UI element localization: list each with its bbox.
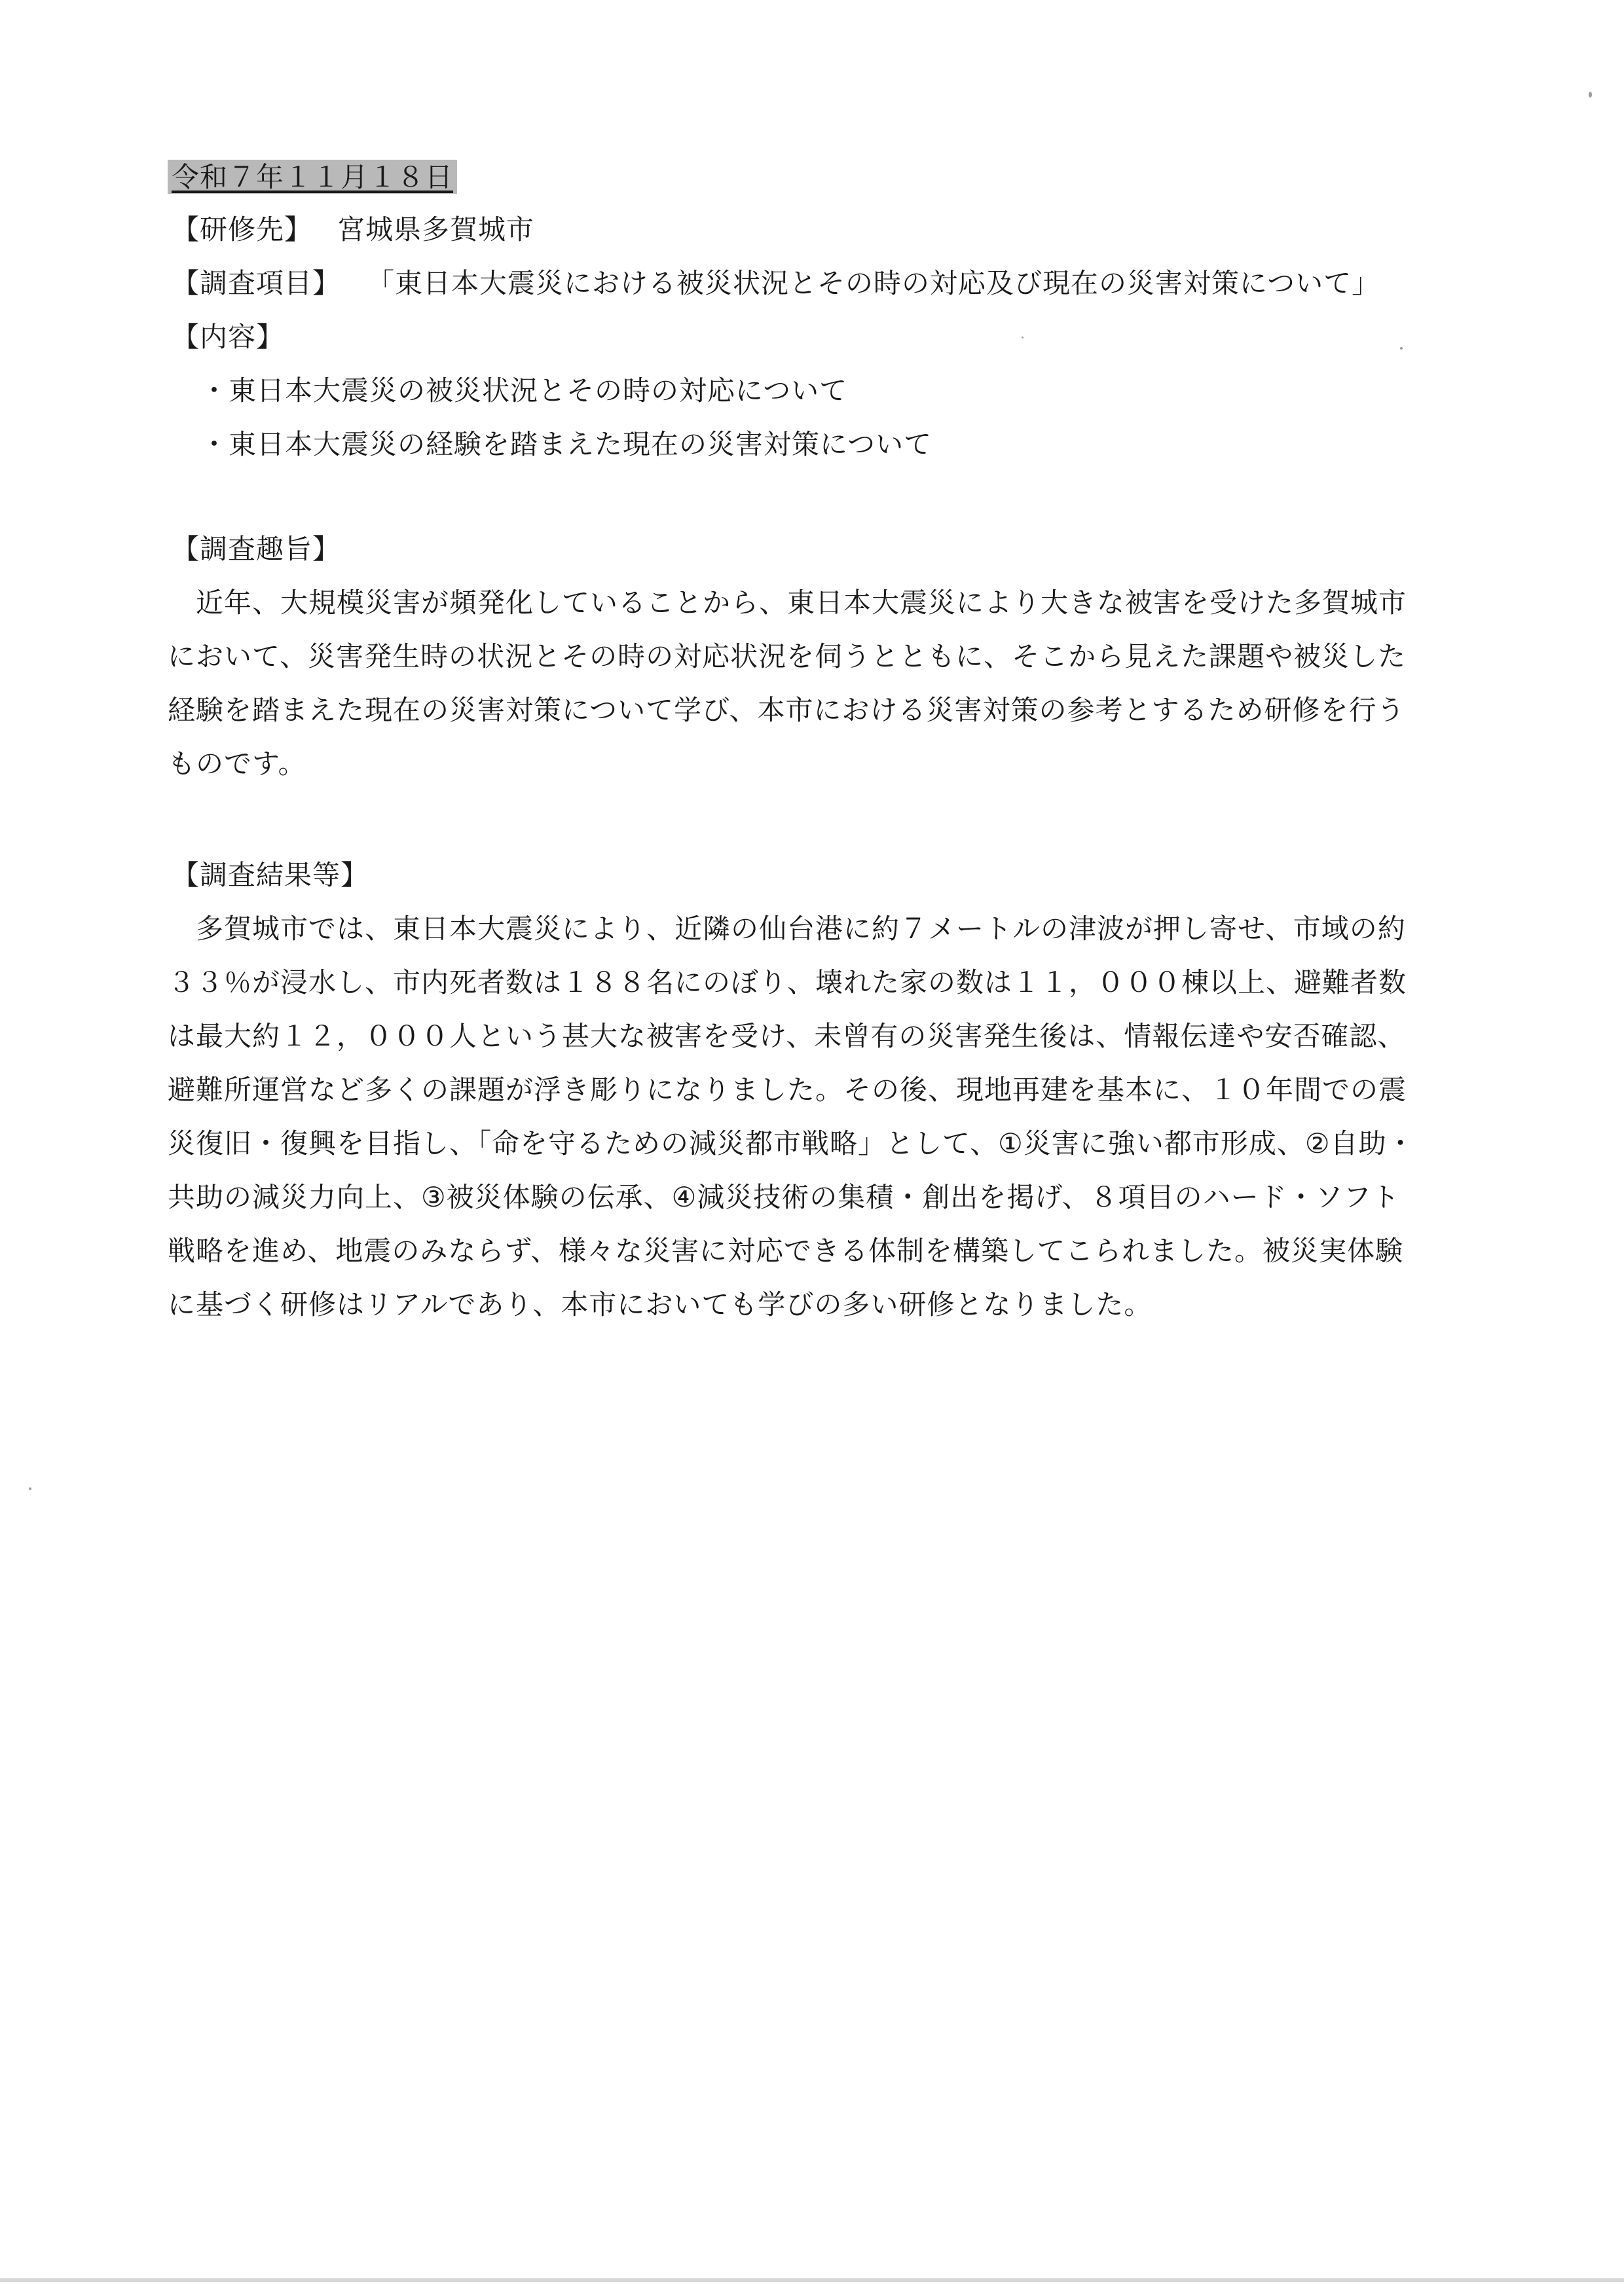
paragraph-line: 災復旧・復興を目指し、「命を守るための減災都市戦略」として、①災害に強い都市形成、②自助・ bbox=[168, 1127, 1415, 1159]
document-date: 令和７年１１月１８日 bbox=[168, 160, 457, 194]
naiyo-item: ・東日本大震災の経験を踏まえた現在の災害対策について bbox=[200, 428, 932, 460]
paragraph-line: において、災害発生時の状況とその時の対応状況を伺うとともに、そこから見えた課題や被災した bbox=[168, 640, 1407, 672]
paragraph-line: 共助の減災力向上、③被災体験の伝承、④減災技術の集積・創出を掲げ、８項目のハード・ソフト bbox=[168, 1181, 1400, 1213]
paragraph-line: 近年、大規模災害が頻発化していることから、東日本大震災により大きな被害を受けた多賀城市 bbox=[168, 587, 1407, 619]
paragraph-line: 避難所運営など多くの課題が浮き彫りになりました。その後、現地再建を基本に、１０年間での震 bbox=[168, 1074, 1407, 1106]
shushi-label: 【調査趣旨】 bbox=[172, 533, 341, 565]
scan-speck bbox=[1589, 92, 1592, 98]
paragraph-line: ものです。 bbox=[168, 748, 306, 780]
scan-speck bbox=[1022, 337, 1024, 338]
kekka-label: 【調査結果等】 bbox=[172, 859, 369, 891]
paragraph-line: 経験を踏まえた現在の災害対策について学び、本市における災害対策の参考とするため研修を行う bbox=[168, 694, 1405, 726]
scan-speck bbox=[1400, 347, 1403, 350]
naiyo-item: ・東日本大震災の被災状況とその時の対応について bbox=[200, 374, 848, 407]
kenshu-value: 宮城県多賀城市 bbox=[337, 213, 535, 246]
paragraph-line: に基づく研修はリアルであり、本市においても学びの多い研修となりました。 bbox=[168, 1288, 1153, 1321]
paragraph-line: ３３％が浸水し、市内死者数は１８８名にのぼり、壊れた家の数は１１，０００棟以上、避難者数 bbox=[168, 966, 1407, 998]
chosa-koumoku-label: 【調査項目】 bbox=[172, 267, 341, 299]
shushi-paragraph bbox=[168, 576, 1407, 791]
paragraph-line: 多賀城市では、東日本大震災により、近隣の仙台港に約７メートルの津波が押し寄せ、市域の約 bbox=[168, 913, 1406, 945]
kenshu-label: 【研修先】 bbox=[172, 213, 313, 246]
chosa-koumoku-value: 「東日本大震災における被災状況とその時の対応及び現在の災害対策について」 bbox=[367, 267, 1380, 299]
scan-edge bbox=[0, 2278, 1624, 2282]
kekka-paragraph bbox=[168, 902, 1414, 1332]
paragraph-line: 戦略を進め、地震のみならず、様々な災害に対応できる体制を構築してこられました。被災実体験 bbox=[168, 1235, 1403, 1267]
paragraph-line: は最大約１２，０００人という甚大な被害を受け、未曾有の災害発生後は、情報伝達や安否確認、 bbox=[168, 1020, 1406, 1052]
naiyo-label: 【内容】 bbox=[172, 321, 285, 353]
scan-speck bbox=[29, 1487, 31, 1490]
